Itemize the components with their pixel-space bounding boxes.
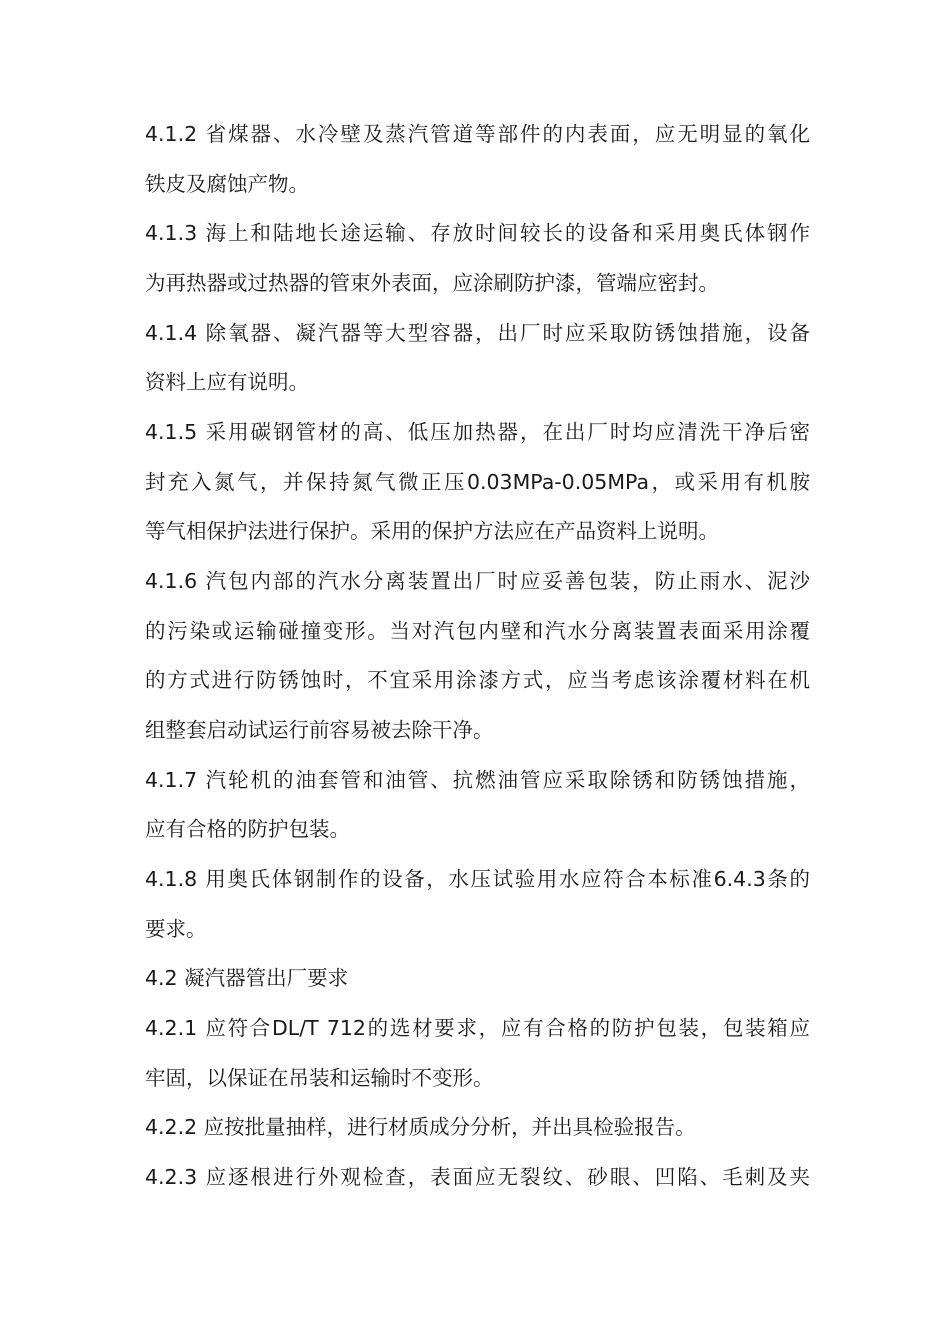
text-line: 4.2.2 应按批量抽样，进行材质成分分析，并出具检验报告。 xyxy=(145,1115,696,1139)
text-line: 4.1.8 用奥氏体钢制作的设备，水压试验用水应符合本标准6.4.3条的 xyxy=(145,867,810,891)
text-line: 组整套启动试运行前容易被去除干净。 xyxy=(145,718,494,742)
text-line: 4.2.3 应逐根进行外观检查，表面应无裂纹、砂眼、凹陷、毛刺及夹 xyxy=(145,1165,810,1189)
text-line: 4.1.4 除氧器、凝汽器等大型容器，出厂时应采取防锈蚀措施，设备 xyxy=(145,321,810,345)
text-line: 牢固，以保证在吊装和运输时不变形。 xyxy=(145,1066,494,1090)
text-line: 应有合格的防护包装。 xyxy=(145,817,350,841)
text-line: 4.1.7 汽轮机的油套管和油管、抗燃油管应采取除锈和防锈蚀措施， xyxy=(145,768,810,792)
text-line: 为再热器或过热器的管束外表面，应涂刷防护漆，管端应密封。 xyxy=(145,271,719,295)
text-line: 4.1.5 采用碳钢管材的高、低压加热器，在出厂时均应清洗干净后密 xyxy=(145,420,810,444)
text-line: 的方式进行防锈蚀时，不宜采用涂漆方式，应当考虑该涂覆材料在机 xyxy=(145,668,810,692)
text-line: 封充入氮气，并保持氮气微正压0.03MPa-0.05MPa，或采用有机胺 xyxy=(145,470,810,494)
text-line: 的污染或运输碰撞变形。当对汽包内壁和汽水分离装置表面采用涂覆 xyxy=(145,619,810,643)
text-line: 资料上应有说明。 xyxy=(145,370,309,394)
text-line: 等气相保护法进行保护。采用的保护方法应在产品资料上说明。 xyxy=(145,519,719,543)
text-line: 4.1.2 省煤器、水冷壁及蒸汽管道等部件的内表面，应无明显的氧化 xyxy=(145,122,810,146)
text-line: 铁皮及腐蚀产物。 xyxy=(145,172,309,196)
text-line: 4.2.1 应符合DL/T 712的选材要求，应有合格的防护包装，包装箱应 xyxy=(145,1016,810,1040)
text-line: 4.1.6 汽包内部的汽水分离装置出厂时应妥善包装，防止雨水、泥沙 xyxy=(145,569,810,593)
text-line: 4.1.3 海上和陆地长途运输、存放时间较长的设备和采用奥氏体钢作 xyxy=(145,221,810,245)
text-line: 要求。 xyxy=(145,917,207,941)
section-heading: 4.2 凝汽器管出厂要求 xyxy=(145,966,349,990)
